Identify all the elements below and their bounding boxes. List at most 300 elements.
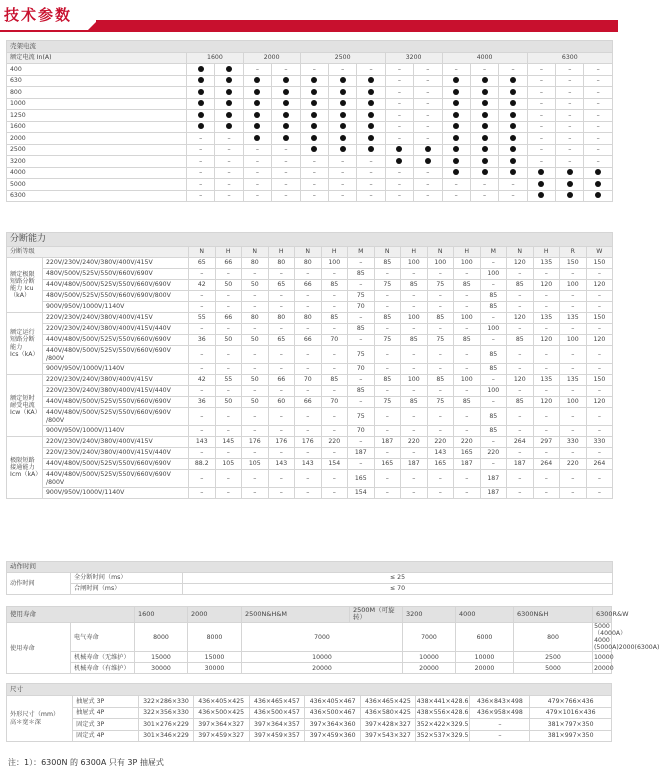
table-cell [470,121,498,133]
capacity-value: – [507,470,534,488]
capacity-value: 85 [348,269,375,280]
capacity-value: – [454,291,481,302]
table-row [7,470,613,488]
table-cell: – [272,156,300,168]
capacity-value: – [507,291,534,302]
capacity-value: – [189,346,216,364]
capacity-value: 85 [374,258,401,269]
life-item: 机械寿命（有维护） [71,663,135,674]
table-cell [470,75,498,87]
table-cell [215,98,243,110]
table-row [7,87,613,99]
capacity-value: – [401,408,428,426]
availability-dot [453,146,459,152]
capacity-value: 330 [560,437,587,448]
table-cell [215,64,243,76]
table-row [7,179,613,191]
table-cell: – [328,179,356,191]
table-cell: – [527,98,555,110]
mounting-type: 固定式 4P [73,730,139,742]
rated-current-2500: 2500 [7,144,187,156]
grade-H: H [454,247,481,258]
voltage-range: 220V/230V/240V/380V/400V/415V/440V [43,386,189,397]
table-cell: – [556,110,584,122]
table-cell: – [272,179,300,191]
page-header [0,0,618,34]
capacity-value: 135 [560,375,587,386]
availability-dot [510,112,516,118]
table-cell [357,98,385,110]
dimension-value: 397×364×327 [193,719,249,731]
capacity-value: 120 [586,280,613,291]
table-cell [527,190,555,202]
section-dimensions: 尺寸 [7,684,612,696]
dimension-value: 436×580×425 [361,707,416,719]
capacity-value: 154 [348,488,375,499]
capacity-value: 220 [427,437,454,448]
table-cell [499,156,527,168]
capacity-value: – [586,269,613,280]
table-row [7,98,613,110]
section-breaking-capacity: 分断能力 [7,233,613,247]
voltage-range: 900V/950V/1000V/1140V [43,302,189,313]
capacity-value: – [295,346,322,364]
dimension-value: 436×405×425 [193,696,249,708]
breaking-group-label: 额定运行 短路分断 能力 Ics（kA） [7,313,43,375]
availability-dot [340,100,346,106]
table-row [7,41,613,53]
availability-dot [482,158,488,164]
table-cell [300,98,328,110]
life-head: 2000 [188,607,242,623]
table-cell [499,75,527,87]
voltage-range: 900V/950V/1000V/1140V [43,488,189,499]
life-value: 5000（4000A）4000 (5000A)2000(6300A) [594,622,659,652]
capacity-value: 80 [242,258,269,269]
availability-dot [453,89,459,95]
capacity-value: – [321,346,348,364]
availability-dot [226,100,232,106]
rated-current-label: 额定电流 In(A) [7,53,187,64]
voltage-range: 440V/480V/500V/525V/550V/660V/690V /800V [43,408,189,426]
capacity-value: 187 [480,488,507,499]
availability-dot [482,100,488,106]
capacity-value: – [348,313,375,324]
capacity-value: – [295,426,322,437]
table-cell [556,179,584,191]
life-value: 7000 [242,622,403,652]
table-cell [357,110,385,122]
capacity-value: – [401,346,428,364]
capacity-value: – [189,386,216,397]
table-row [7,607,612,623]
table-cell: – [243,167,271,179]
capacity-value: 100 [454,375,481,386]
availability-dot [340,112,346,118]
capacity-value: – [586,302,613,313]
capacity-value: – [215,291,242,302]
capacity-value: – [348,280,375,291]
capacity-value: 70 [348,426,375,437]
capacity-value: – [533,302,560,313]
capacity-value: – [427,364,454,375]
capacity-value: 85 [321,280,348,291]
capacity-value: 75 [427,397,454,408]
availability-dot [254,123,260,129]
capacity-value: 50 [242,280,269,291]
table-cell [328,98,356,110]
capacity-value: 70 [348,364,375,375]
table-cell [243,121,271,133]
capacity-value: 85 [374,375,401,386]
capacity-value: – [242,408,269,426]
table-cell [357,87,385,99]
voltage-range: 220V/230V/240V/380V/400V/415V [43,375,189,386]
dimension-value: 397×459×327 [193,730,249,742]
table-cell [385,144,413,156]
table-cell [243,133,271,145]
table-cell [243,87,271,99]
capacity-value: – [321,291,348,302]
voltage-range: 900V/950V/1000V/1140V [43,364,189,375]
table-row [7,258,613,269]
capacity-value: – [401,470,428,488]
mounting-type: 抽屉式 3P [73,696,139,708]
table-cell: – [187,179,215,191]
capacity-value: 145 [215,437,242,448]
rated-current-6300: 6300 [7,190,187,202]
capacity-value: – [268,291,295,302]
dimension-value: 381×797×350 [530,719,612,731]
life-value: 7000 [403,622,456,652]
capacity-value: – [215,488,242,499]
table-cell: – [527,64,555,76]
capacity-value: – [586,470,613,488]
table-cell: – [414,87,442,99]
capacity-value: 220 [560,459,587,470]
capacity-value: 100 [560,397,587,408]
table-cell [442,75,470,87]
capacity-value: – [295,488,322,499]
dimension-value: 397×543×327 [361,730,416,742]
table-cell: – [584,121,612,133]
table-cell [328,144,356,156]
availability-dot [311,135,317,141]
capacity-value: 70 [295,375,322,386]
capacity-value: 70 [321,397,348,408]
table-cell [328,87,356,99]
table-row [7,707,612,719]
service-life-label: 使用寿命 [7,622,71,674]
life-value: 10000 [403,652,456,663]
availability-dot [254,135,260,141]
availability-dot [311,112,317,118]
table-cell [300,75,328,87]
availability-dot [510,89,516,95]
capacity-value: – [560,346,587,364]
capacity-value: – [533,324,560,335]
capacity-value: – [242,488,269,499]
table-cell: – [584,156,612,168]
capacity-value: 220 [454,437,481,448]
capacity-value: – [401,448,428,459]
table-row [7,375,613,386]
capacity-value: – [321,448,348,459]
rated-current-400: 400 [7,64,187,76]
table-cell: – [584,98,612,110]
dimension-value: 436×500×467 [305,707,361,719]
grade-N: N [189,247,216,258]
capacity-value: – [533,291,560,302]
table-row [7,684,612,696]
table-cell: – [556,64,584,76]
table-cell: – [357,156,385,168]
table-cell: – [215,133,243,145]
capacity-value: – [295,448,322,459]
table-cell: – [328,190,356,202]
table-cell [499,144,527,156]
availability-dot [340,135,346,141]
action-item: 合闸时间（ms） [71,584,183,595]
grade-H: H [215,247,242,258]
availability-dot [567,192,573,198]
capacity-value: 85 [507,397,534,408]
availability-dot [311,89,317,95]
capacity-value: – [507,324,534,335]
frame-size-6300: 6300 [527,53,612,64]
capacity-value: – [454,364,481,375]
capacity-value: – [586,386,613,397]
capacity-value: 65 [268,335,295,346]
grade-N: N [295,247,322,258]
table-cell [584,190,612,202]
capacity-value: – [268,408,295,426]
availability-dot [226,77,232,83]
table-cell: – [527,133,555,145]
voltage-range: 440V/480V/500V/525V/550V/660V/690V [43,397,189,408]
capacity-value: – [560,408,587,426]
availability-dot [198,66,204,72]
capacity-value: 50 [242,397,269,408]
table-cell: – [243,179,271,191]
table-cell: – [272,167,300,179]
capacity-value: – [295,302,322,313]
footnote: 注：1）：6300N 的 6300A 只有 3P 抽屉式 [8,758,164,767]
capacity-value: – [454,470,481,488]
table-row [7,133,613,145]
availability-dot [482,112,488,118]
capacity-value: – [586,364,613,375]
capacity-value: – [189,408,216,426]
breaking-group-label: 额定极限 短路分断 能力 Icu （kA） [7,258,43,313]
capacity-value: 100 [480,386,507,397]
table-row [7,437,613,448]
table-cell [272,87,300,99]
capacity-value: 75 [374,397,401,408]
rating-table [6,40,613,202]
table-cell: – [243,144,271,156]
availability-dot [198,77,204,83]
capacity-value: – [401,386,428,397]
availability-dot [453,135,459,141]
capacity-value: 135 [533,313,560,324]
capacity-value: 75 [348,346,375,364]
capacity-value: – [374,426,401,437]
capacity-value: 135 [533,375,560,386]
table-cell [499,133,527,145]
capacity-value: – [189,426,216,437]
capacity-value: – [374,386,401,397]
table-row [7,64,613,76]
dimension-value: 438×556×428.6 [415,707,470,719]
capacity-value: 42 [189,375,216,386]
table-cell: – [385,98,413,110]
table-cell: – [243,156,271,168]
availability-dot [283,123,289,129]
capacity-value: 264 [507,437,534,448]
table-cell [243,110,271,122]
capacity-value: 330 [586,437,613,448]
life-value: 8000 [188,622,242,652]
table-cell [272,133,300,145]
availability-dot [198,100,204,106]
table-cell: – [328,156,356,168]
table-cell [215,110,243,122]
capacity-value: 165 [454,448,481,459]
section-action-time: 动作时间 [7,562,613,573]
capacity-value: – [480,375,507,386]
availability-dot [198,89,204,95]
grade-N: N [374,247,401,258]
capacity-value: 135 [533,258,560,269]
table-cell: – [556,144,584,156]
table-cell [272,121,300,133]
availability-dot [283,100,289,106]
table-row [7,291,613,302]
capacity-value: – [268,470,295,488]
capacity-value: 75 [348,291,375,302]
availability-dot [311,100,317,106]
capacity-value: 85 [480,364,507,375]
capacity-value: – [321,269,348,280]
table-row [7,269,613,280]
grade-H: H [401,247,428,258]
table-cell [272,98,300,110]
capacity-value: – [560,426,587,437]
capacity-value: 187 [480,470,507,488]
capacity-value: 75 [427,335,454,346]
table-cell [527,167,555,179]
capacity-value: 150 [586,258,613,269]
table-cell: – [215,190,243,202]
table-cell: – [584,144,612,156]
capacity-value: 50 [242,375,269,386]
table-row [7,247,613,258]
capacity-value: – [268,302,295,313]
capacity-value: – [560,291,587,302]
voltage-range: 220V/230V/240V/380V/400V/415V/440V [43,324,189,335]
section-service-life: 使用寿命 [7,607,135,623]
table-cell: – [187,144,215,156]
capacity-value: 75 [427,280,454,291]
capacity-value: – [242,470,269,488]
capacity-value: 80 [242,313,269,324]
capacity-value: – [295,470,322,488]
table-cell [442,167,470,179]
capacity-value: – [374,488,401,499]
capacity-value: 105 [242,459,269,470]
table-cell [442,144,470,156]
dimension-value: 301×276×229 [139,719,194,731]
table-cell [584,179,612,191]
capacity-value: 187 [401,459,428,470]
table-cell: – [357,190,385,202]
capacity-value: – [215,302,242,313]
capacity-value: – [427,324,454,335]
capacity-value: – [454,426,481,437]
availability-dot [396,158,402,164]
table-row [7,364,613,375]
voltage-range: 220V/230V/240V/380V/400V/415V/440V [43,448,189,459]
table-row [7,652,612,663]
capacity-value: – [189,324,216,335]
breaking-group-label: 额定短时 耐受电流 Icw（KA） [7,375,43,437]
table-row [7,324,613,335]
dimension-value: 436×405×467 [305,696,361,708]
capacity-value: 176 [268,437,295,448]
table-cell: – [442,190,470,202]
capacity-value: 66 [295,280,322,291]
table-cell [499,167,527,179]
table-row [7,53,613,64]
capacity-value: 80 [295,313,322,324]
grade-M: M [480,247,507,258]
table-row [7,448,613,459]
table-cell: – [414,167,442,179]
table-cell [556,190,584,202]
table-cell: – [215,156,243,168]
capacity-value: 100 [427,258,454,269]
capacity-value: 42 [189,280,216,291]
table-cell [187,121,215,133]
table-row [7,719,612,731]
availability-dot [425,158,431,164]
capacity-value: – [215,470,242,488]
table-cell: – [556,156,584,168]
life-head: 1600 [135,607,188,623]
table-cell: – [300,167,328,179]
capacity-value: 100 [401,313,428,324]
life-head: 6300R&W [593,607,612,623]
table-row [7,313,613,324]
life-value: 30000 [135,663,188,674]
rated-current-630: 630 [7,75,187,87]
availability-dot [510,169,516,175]
frame-size-2500: 2500 [300,53,385,64]
dimension-value: 352×422×329.5 [415,719,470,731]
capacity-value: – [507,386,534,397]
rated-current-1000: 1000 [7,98,187,110]
table-cell: – [414,190,442,202]
table-cell [215,87,243,99]
capacity-value: 120 [533,397,560,408]
table-cell: – [527,121,555,133]
table-cell [187,64,215,76]
capacity-value: 66 [215,313,242,324]
table-cell: – [556,98,584,110]
table-cell [357,121,385,133]
capacity-value: – [427,346,454,364]
